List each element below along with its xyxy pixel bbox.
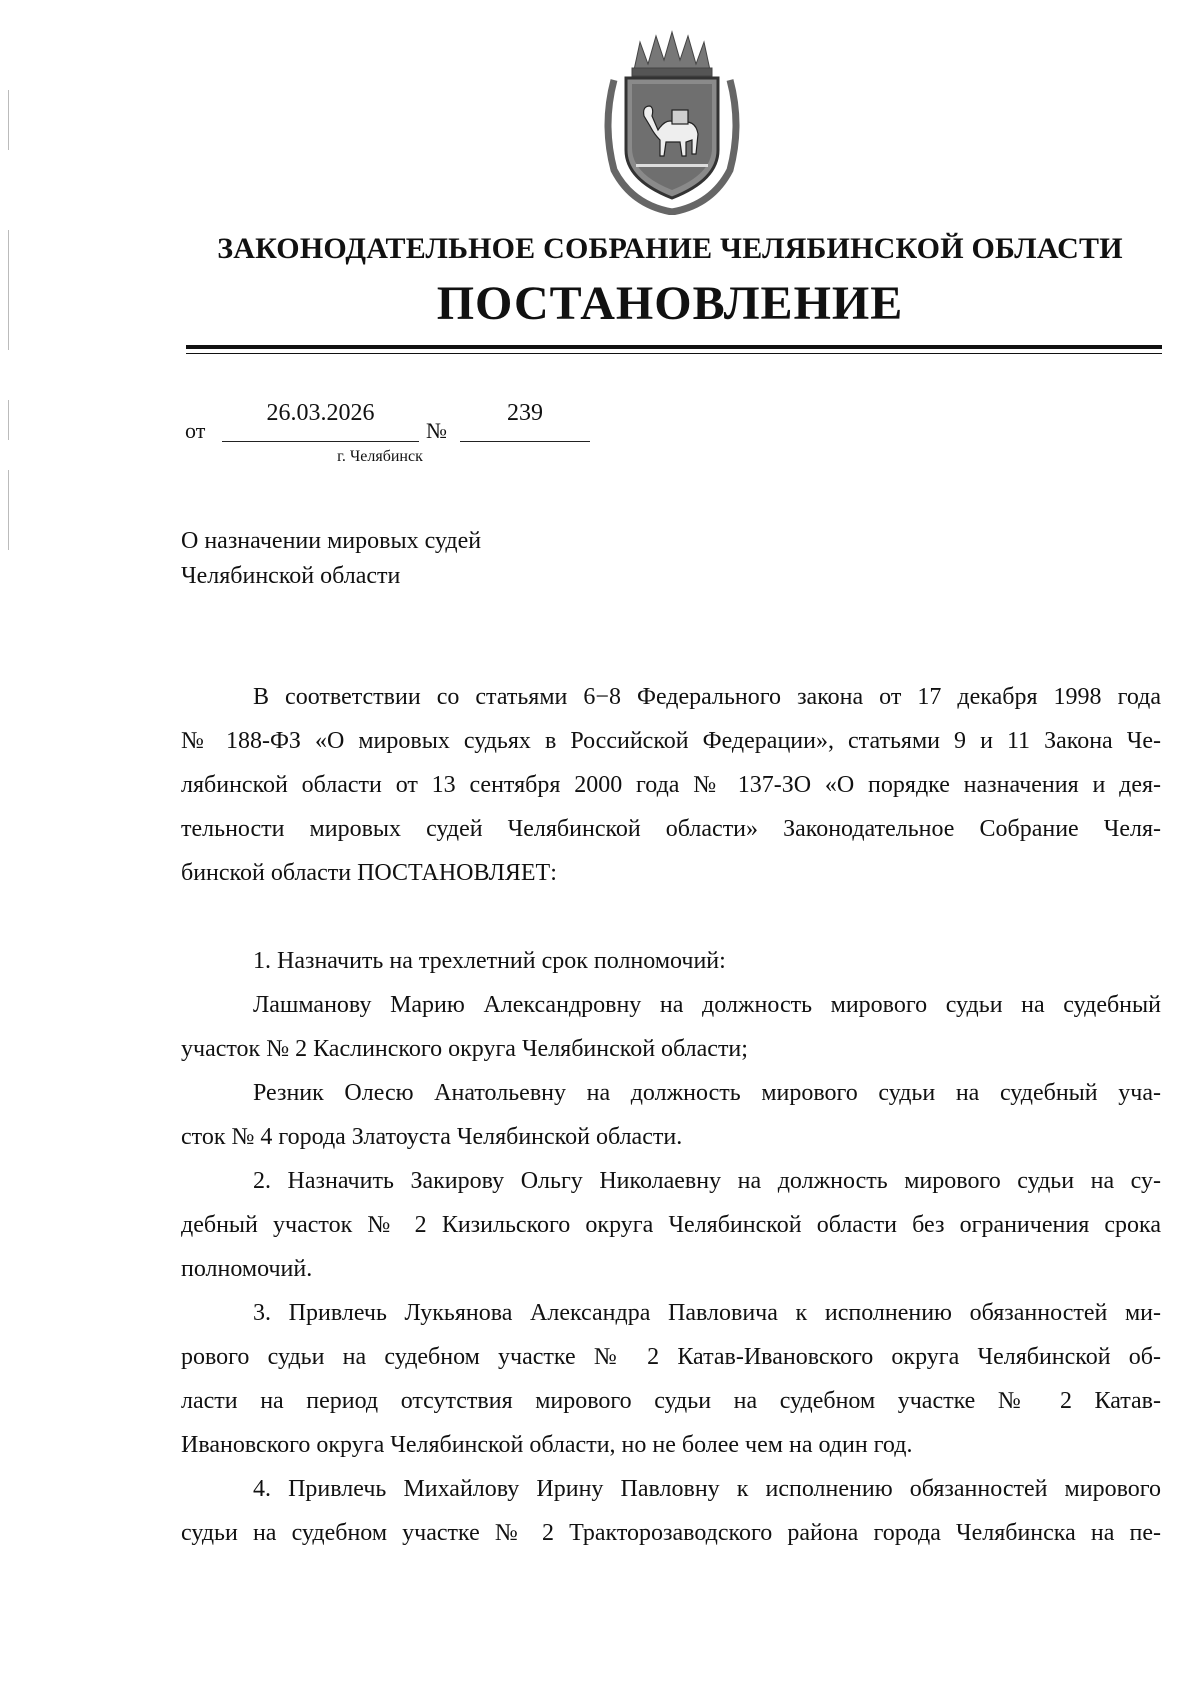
scan-mark: [8, 90, 9, 150]
document-number: 239: [507, 400, 543, 426]
body-line: лябинской области от 13 сентября 2000 года № 137-ЗО «О порядке назначения и дея-: [181, 772, 1161, 798]
from-label: от: [185, 418, 206, 443]
subject-line: О назначении мировых судей: [181, 528, 482, 554]
body-line: Резник Олесю Анатольевну на должность мирового судьи на судебный уча-: [253, 1080, 1161, 1106]
chelyabinsk-coat-of-arms-icon: [592, 30, 752, 215]
body-line: дебный участок № 2 Кизильского округа Челябинской области без ограничения срока: [181, 1212, 1161, 1238]
header-divider-thin: [186, 353, 1162, 354]
scan-mark: [8, 470, 9, 550]
body-line: судьи на судебном участке № 2 Тракторозаводского района города Челябинска на пе-: [181, 1520, 1161, 1546]
document-date: 26.03.2026: [266, 400, 375, 426]
document-type: ПОСТАНОВЛЕНИЕ: [436, 277, 904, 330]
body-line: В соответствии со статьями 6−8 Федерального закона от 17 декабря 1998 года: [253, 684, 1161, 710]
body-line: ласти на период отсутствия мирового судьи на судебном участке № 2 Катав-: [181, 1388, 1161, 1414]
number-underline: [460, 441, 590, 442]
body-line: 1. Назначить на трехлетний срок полномочий:: [253, 948, 726, 974]
body-line: бинской области ПОСТАНОВЛЯЕТ:: [181, 860, 557, 886]
date-underline: [222, 441, 419, 442]
organization-title: ЗАКОНОДАТЕЛЬНОЕ СОБРАНИЕ ЧЕЛЯБИНСКОЙ ОБЛАСТИ: [217, 232, 1123, 265]
subject-line: Челябинской области: [181, 563, 401, 589]
body-line: тельности мировых судей Челябинской области» Законодательное Собрание Челя-: [181, 816, 1161, 842]
number-label: №: [426, 418, 447, 443]
scan-mark: [8, 400, 9, 440]
body-line: Ивановского округа Челябинской области, но не более чем на один год.: [181, 1432, 913, 1458]
city: г. Челябинск: [337, 448, 423, 465]
body-line: полномочий.: [181, 1256, 313, 1282]
body-line: участок № 2 Каслинского округа Челябинской области;: [181, 1036, 748, 1062]
body-line: Лашманову Марию Александровну на должность мирового судьи на судебный: [253, 992, 1161, 1018]
body-line: № 188-ФЗ «О мировых судьях в Российской Федерации», статьями 9 и 11 Закона Че-: [181, 728, 1161, 754]
body-line: сток № 4 города Златоуста Челябинской области.: [181, 1124, 683, 1150]
document-body: [181, 675, 1161, 1555]
document-subject: [181, 524, 541, 594]
body-line: 2. Назначить Закирову Ольгу Николаевну на должность мирового судьи на су-: [253, 1168, 1161, 1194]
header-divider-thick: [186, 345, 1162, 349]
body-line: 3. Привлечь Лукьянова Александра Павловича к исполнению обязанностей ми-: [253, 1300, 1161, 1326]
body-line: рового судьи на судебном участке № 2 Катав-Ивановского округа Челябинской об-: [181, 1344, 1161, 1370]
body-line: 4. Привлечь Михайлову Ирину Павловну к исполнению обязанностей мирового: [253, 1476, 1161, 1502]
